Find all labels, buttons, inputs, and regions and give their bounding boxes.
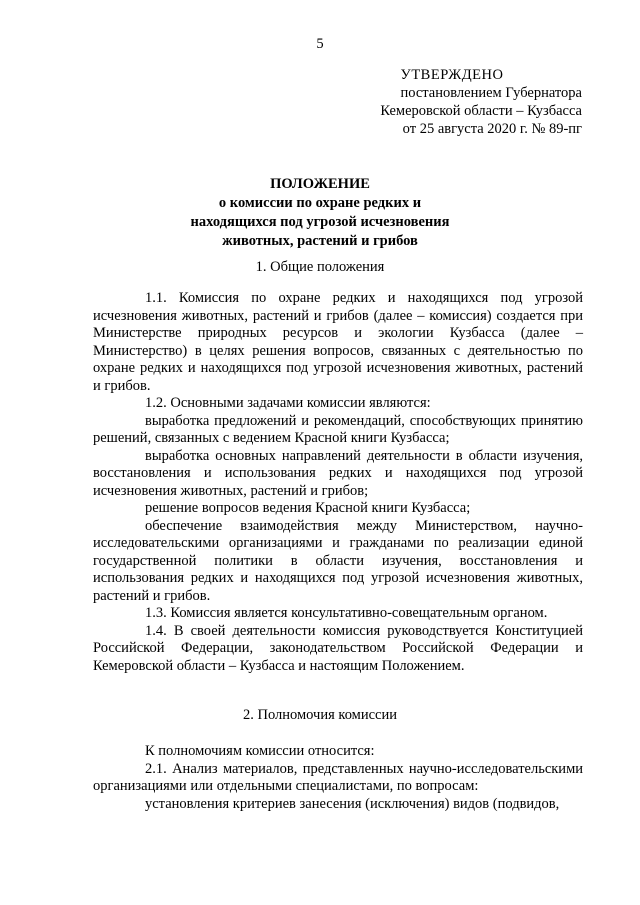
title-line: ПОЛОЖЕНИЕ (270, 176, 370, 192)
paragraph: обеспечение взаимодействия между Министерством, научно-исследовательскими организациями и гражданами по реализации единой государственной политики в области изучения, восстановления и использования редких и находящихся под угрозой исчезновения животных, растений и грибов. (93, 517, 583, 604)
paragraph: выработка основных направлений деятельности в области изучения, восстановления и использования редких и находящихся под угрозой исчезновения животных, растений и грибов; (93, 447, 583, 499)
document-title (0, 175, 640, 251)
paragraph: 1.2. Основными задачами комиссии являются: (145, 395, 431, 411)
approval-title: УТВЕРЖДЕНО (400, 67, 504, 83)
approval-line: Кемеровской области – Кузбасса (380, 103, 582, 119)
page-number: 5 (316, 36, 324, 52)
paragraph: 2.1. Анализ материалов, представленных научно-исследовательскими организациями или отдельными специалистами, по вопросам: (93, 760, 583, 794)
approval-line: от 25 августа 2020 г. № 89-пг (402, 121, 582, 137)
approval-block (322, 66, 582, 138)
paragraph: К полномочиям комиссии относится: (145, 743, 375, 759)
paragraph: 1.4. В своей деятельности комиссия руководствуется Конституцией Российской Федерации, законодательством Российской Федерации и Кемеровской области – Кузбасса и настоящим Положением. (93, 622, 583, 674)
approval-line: постановлением Губернатора (400, 85, 582, 101)
section-1-body (93, 290, 583, 675)
section-2-heading: 2. Полномочия комиссии (242, 707, 397, 723)
paragraph: 1.3. Комиссия является консультативно-совещательным органом. (145, 605, 548, 621)
title-line: находящихся под угрозой исчезновения (190, 214, 450, 230)
section-1-heading: 1. Общие положения (255, 259, 385, 275)
paragraph: установления критериев занесения (исключения) видов (подвидов, (145, 795, 560, 812)
title-line: животных, растений и грибов (222, 233, 418, 249)
paragraph: выработка предложений и рекомендаций, способствующих принятию решений, связанных с ведением Красной книги Кузбасса; (93, 412, 583, 446)
paragraph: решение вопросов ведения Красной книги Кузбасса; (145, 500, 471, 516)
section-2-body (93, 743, 583, 813)
paragraph: 1.1. Комиссия по охране редких и находящихся под угрозой исчезновения животных, растений и грибов (далее – комиссия) создается при Министерстве природных ресурсов и экологии Кузбасса (далее – Министерство) в целях решения вопросов, связанных с деятельностью по охране редких и находящихся под угрозой исчезновения животных, растений и грибов. (93, 290, 583, 394)
title-line: о комиссии по охране редких и (218, 195, 422, 211)
